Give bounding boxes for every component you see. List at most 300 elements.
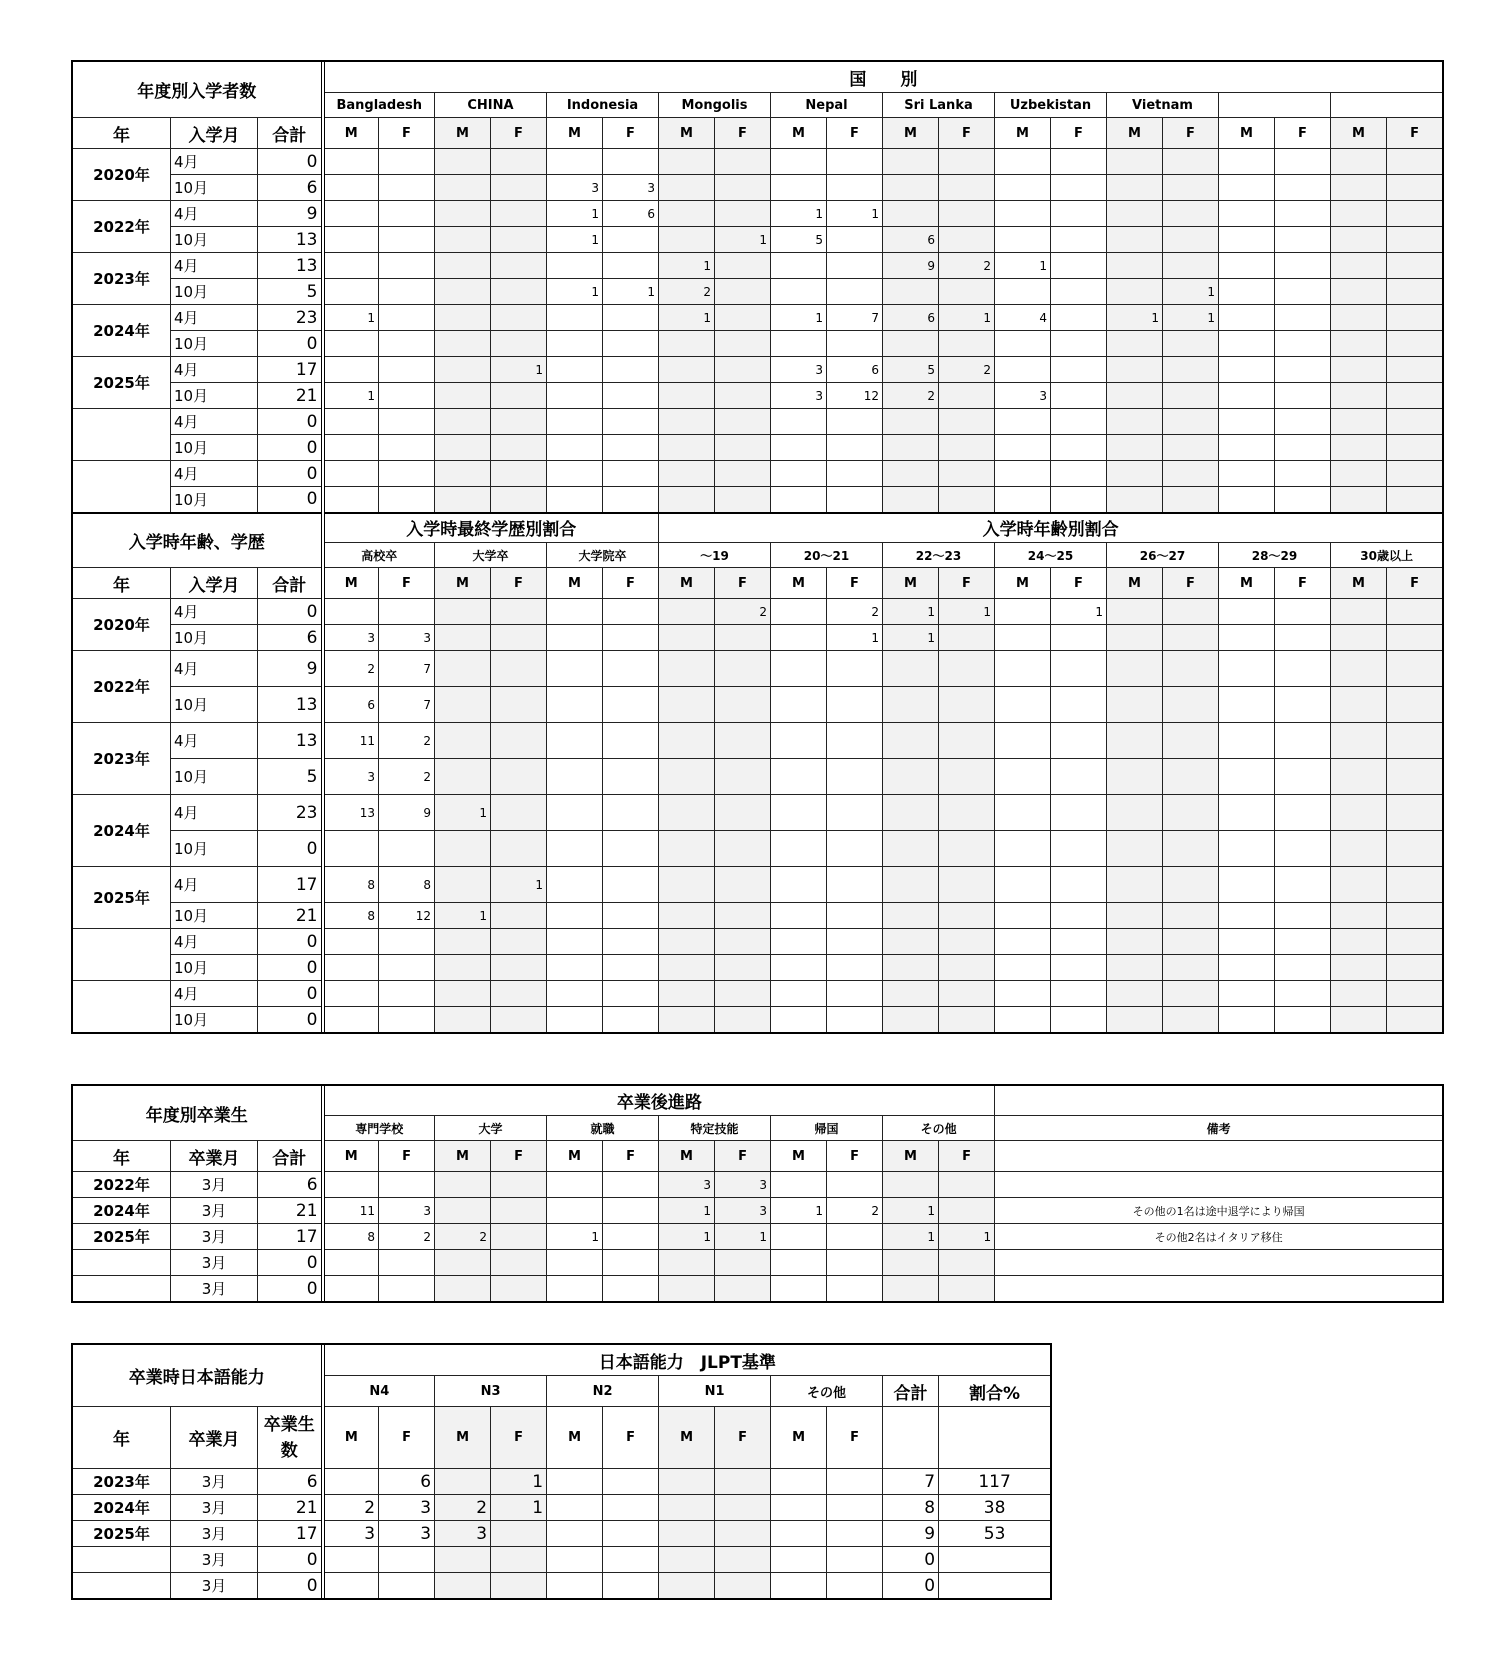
count-cell [1107, 929, 1163, 955]
count-cell [547, 1007, 603, 1033]
count-cell [379, 383, 435, 409]
count-cell [1219, 435, 1275, 461]
month-cell: 3月 [171, 1521, 258, 1547]
total-cell: 0 [258, 331, 323, 357]
count-cell [1387, 759, 1443, 795]
count-cell [1219, 461, 1275, 487]
count-cell [1387, 929, 1443, 955]
count-cell [659, 795, 715, 831]
month-cell: 3月 [171, 1547, 258, 1573]
total-cell: 9 [258, 651, 323, 687]
count-cell [715, 1573, 771, 1599]
count-cell [827, 253, 883, 279]
count-cell [1163, 201, 1219, 227]
table-row [73, 1276, 1443, 1302]
count-cell [1331, 227, 1387, 253]
count-cell [435, 383, 491, 409]
year-cell [73, 461, 171, 513]
sex-header: F [603, 568, 659, 599]
sex-header: F [1387, 568, 1443, 599]
count-cell [1163, 903, 1219, 929]
month-cell: 3月 [171, 1573, 258, 1599]
month-cell: 4月 [171, 867, 258, 903]
count-cell: 12 [379, 903, 435, 929]
count-cell [659, 487, 715, 513]
count-cell [827, 1224, 883, 1250]
count-cell [435, 1198, 491, 1224]
count-cell [1163, 175, 1219, 201]
sex-header: F [827, 1141, 883, 1172]
count-cell [1163, 981, 1219, 1007]
age-edu-header: 28～29 [1219, 543, 1331, 568]
month-cell: 10月 [171, 687, 258, 723]
count-cell [435, 831, 491, 867]
count-cell [1275, 461, 1331, 487]
count-cell [827, 175, 883, 201]
count-cell [491, 1250, 547, 1276]
age-edu-header: 22～23 [883, 543, 995, 568]
count-cell [1387, 253, 1443, 279]
sex-header: M [1331, 118, 1387, 149]
count-cell [659, 383, 715, 409]
count-cell [883, 461, 939, 487]
count-cell [323, 1547, 379, 1573]
year-cell: 2024年 [73, 305, 171, 357]
header-row [73, 568, 1443, 599]
count-cell [995, 929, 1051, 955]
count-cell [1275, 903, 1331, 929]
count-cell [603, 1172, 659, 1198]
count-cell [379, 357, 435, 383]
count-cell: 1 [1163, 305, 1219, 331]
count-cell [491, 599, 547, 625]
count-cell [1051, 461, 1107, 487]
count-cell: 1 [435, 795, 491, 831]
country-header: Bangladesh [323, 93, 435, 118]
count-cell [883, 723, 939, 759]
count-cell [659, 625, 715, 651]
count-cell [883, 409, 939, 435]
count-cell [1275, 409, 1331, 435]
count-cell [547, 1521, 603, 1547]
count-cell: 1 [883, 1224, 939, 1250]
count-cell [939, 955, 995, 981]
total-cell: 0 [258, 1573, 323, 1599]
header-row [73, 1086, 1443, 1116]
sex-header: M [659, 568, 715, 599]
month-cell: 10月 [171, 831, 258, 867]
count-cell [883, 331, 939, 357]
count-cell: 2 [435, 1495, 491, 1521]
count-cell [771, 1495, 827, 1521]
count-cell [995, 599, 1051, 625]
year-cell: 2025年 [73, 867, 171, 929]
count-cell [547, 795, 603, 831]
count-cell: 6 [379, 1469, 435, 1495]
count-cell [1107, 331, 1163, 357]
count-cell [883, 175, 939, 201]
count-cell [491, 723, 547, 759]
count-cell [659, 1495, 715, 1521]
count-cell [1107, 149, 1163, 175]
path-header: 大学 [435, 1116, 547, 1141]
count-cell [827, 279, 883, 305]
sex-header: M [659, 118, 715, 149]
sum-cell: 0 [883, 1547, 939, 1573]
count-cell [1107, 253, 1163, 279]
sex-header: F [379, 1407, 435, 1469]
count-cell [1163, 487, 1219, 513]
year-cell: 2024年 [73, 1495, 171, 1521]
path-header: 帰国 [771, 1116, 883, 1141]
count-cell [491, 625, 547, 651]
count-cell [1051, 795, 1107, 831]
count-cell [659, 331, 715, 357]
count-cell [1331, 357, 1387, 383]
count-cell [1387, 903, 1443, 929]
count-cell [491, 461, 547, 487]
count-cell [379, 1547, 435, 1573]
count-cell [547, 1198, 603, 1224]
count-cell: 8 [379, 867, 435, 903]
count-cell [1387, 279, 1443, 305]
sex-header: F [715, 118, 771, 149]
total-cell: 6 [258, 175, 323, 201]
count-cell [1219, 227, 1275, 253]
count-cell: 1 [827, 201, 883, 227]
year-cell: 2022年 [73, 201, 171, 253]
count-cell [659, 955, 715, 981]
count-cell: 7 [827, 305, 883, 331]
count-cell [435, 625, 491, 651]
col-header-year: 年 [73, 118, 171, 149]
month-cell: 10月 [171, 279, 258, 305]
count-cell [771, 929, 827, 955]
total-cell: 6 [258, 625, 323, 651]
count-cell [323, 1469, 379, 1495]
count-cell [1107, 795, 1163, 831]
sex-header: M [547, 1141, 603, 1172]
count-cell [435, 357, 491, 383]
count-cell [715, 723, 771, 759]
total-cell: 9 [258, 201, 323, 227]
level-header: N1 [659, 1376, 771, 1407]
count-cell [547, 981, 603, 1007]
count-cell [603, 149, 659, 175]
count-cell [323, 461, 379, 487]
count-cell [1331, 723, 1387, 759]
count-cell [1275, 227, 1331, 253]
month-cell: 10月 [171, 487, 258, 513]
count-cell [1275, 929, 1331, 955]
col-header-total: 合計 [258, 568, 323, 599]
count-cell [547, 867, 603, 903]
table-row [73, 1521, 1051, 1547]
count-cell [1051, 331, 1107, 357]
jlpt-table [72, 1344, 1051, 1599]
count-cell [1387, 831, 1443, 867]
count-cell [1219, 903, 1275, 929]
count-cell: 1 [659, 1224, 715, 1250]
count-cell [435, 305, 491, 331]
count-cell [603, 1521, 659, 1547]
year-cell: 2022年 [73, 651, 171, 723]
level-header: N3 [435, 1376, 547, 1407]
count-cell [547, 1495, 603, 1521]
count-cell [1163, 929, 1219, 955]
sex-header: M [883, 568, 939, 599]
count-cell: 3 [715, 1172, 771, 1198]
count-cell [1331, 305, 1387, 331]
count-cell [827, 331, 883, 357]
count-cell [995, 487, 1051, 513]
total-cell: 0 [258, 831, 323, 867]
count-cell [1275, 651, 1331, 687]
count-cell [491, 227, 547, 253]
count-cell [1219, 383, 1275, 409]
count-cell [715, 1521, 771, 1547]
count-cell [603, 981, 659, 1007]
count-cell [1107, 435, 1163, 461]
count-cell [1387, 435, 1443, 461]
col-header-month: 入学月 [171, 118, 258, 149]
count-cell [1387, 383, 1443, 409]
count-cell [1107, 461, 1163, 487]
table-row [73, 1007, 1443, 1033]
count-cell: 2 [435, 1224, 491, 1250]
count-cell [883, 1007, 939, 1033]
count-cell: 9 [379, 795, 435, 831]
count-cell [1331, 409, 1387, 435]
month-cell: 4月 [171, 201, 258, 227]
count-cell: 2 [827, 1198, 883, 1224]
count-cell [827, 955, 883, 981]
count-cell [491, 253, 547, 279]
count-cell [1387, 651, 1443, 687]
count-cell [771, 867, 827, 903]
table-row [73, 175, 1443, 201]
count-cell [771, 723, 827, 759]
count-cell [939, 1250, 995, 1276]
count-cell [939, 651, 995, 687]
total-cell: 17 [258, 1521, 323, 1547]
count-cell [1331, 487, 1387, 513]
count-cell: 1 [883, 625, 939, 651]
count-cell [771, 903, 827, 929]
count-cell [491, 759, 547, 795]
count-cell [1107, 867, 1163, 903]
count-cell [995, 175, 1051, 201]
count-cell [1163, 651, 1219, 687]
count-cell [1275, 687, 1331, 723]
section-title: 入学時最終学歴別割合 [323, 513, 659, 543]
header-row [73, 1407, 1051, 1469]
count-cell [995, 461, 1051, 487]
count-cell [1331, 599, 1387, 625]
count-cell [547, 461, 603, 487]
count-cell [715, 759, 771, 795]
sex-header: M [771, 118, 827, 149]
count-cell [379, 279, 435, 305]
year-cell: 2024年 [73, 1198, 171, 1224]
age-edu-header: 26～27 [1107, 543, 1219, 568]
total-cell: 13 [258, 227, 323, 253]
count-cell [435, 435, 491, 461]
count-cell [1107, 759, 1163, 795]
sex-header: F [939, 568, 995, 599]
count-cell [883, 435, 939, 461]
count-cell [883, 955, 939, 981]
count-cell [547, 929, 603, 955]
count-cell [1107, 903, 1163, 929]
count-cell [603, 723, 659, 759]
count-cell [1275, 831, 1331, 867]
count-cell [1051, 227, 1107, 253]
count-cell [1331, 201, 1387, 227]
count-cell: 3 [547, 175, 603, 201]
count-cell [659, 1007, 715, 1033]
count-cell [491, 795, 547, 831]
count-cell [1331, 955, 1387, 981]
ratio-cell: 38 [939, 1495, 1051, 1521]
count-cell [1275, 279, 1331, 305]
count-cell [939, 201, 995, 227]
count-cell [547, 1573, 603, 1599]
count-cell [1051, 759, 1107, 795]
age-edu-header: 30歳以上 [1331, 543, 1443, 568]
count-cell: 1 [939, 305, 995, 331]
count-cell [883, 1250, 939, 1276]
count-cell [547, 331, 603, 357]
sex-header: M [1331, 568, 1387, 599]
count-cell [715, 831, 771, 867]
year-cell: 2022年 [73, 1172, 171, 1198]
count-cell [1275, 599, 1331, 625]
count-cell [491, 149, 547, 175]
count-cell [1387, 1007, 1443, 1033]
total-cell: 0 [258, 1250, 323, 1276]
count-cell: 11 [323, 1198, 379, 1224]
total-cell: 0 [258, 1276, 323, 1302]
count-cell [1051, 867, 1107, 903]
count-cell: 3 [323, 759, 379, 795]
count-cell [659, 599, 715, 625]
count-cell [939, 867, 995, 903]
count-cell [715, 461, 771, 487]
count-cell: 2 [939, 253, 995, 279]
count-cell: 6 [883, 227, 939, 253]
count-cell [491, 1224, 547, 1250]
month-cell: 4月 [171, 599, 258, 625]
count-cell: 1 [547, 1224, 603, 1250]
sex-header: M [547, 1407, 603, 1469]
count-cell [771, 1250, 827, 1276]
sex-header: F [491, 568, 547, 599]
count-cell: 1 [883, 599, 939, 625]
count-cell [1219, 201, 1275, 227]
count-cell [771, 831, 827, 867]
count-cell [491, 201, 547, 227]
count-cell [435, 687, 491, 723]
count-cell [603, 409, 659, 435]
count-cell [1387, 201, 1443, 227]
count-cell [715, 1547, 771, 1573]
table-row [73, 1250, 1443, 1276]
count-cell: 1 [1107, 305, 1163, 331]
country-header: Sri Lanka [883, 93, 995, 118]
count-cell: 3 [659, 1172, 715, 1198]
count-cell [379, 1250, 435, 1276]
count-cell [1387, 409, 1443, 435]
sex-header: F [379, 1141, 435, 1172]
count-cell [939, 831, 995, 867]
count-cell [547, 903, 603, 929]
count-cell: 8 [323, 1224, 379, 1250]
count-cell [1051, 435, 1107, 461]
count-cell [995, 331, 1051, 357]
count-cell [603, 1547, 659, 1573]
sex-header: F [603, 1407, 659, 1469]
sex-header: F [1387, 118, 1443, 149]
count-cell [379, 599, 435, 625]
year-cell: 2020年 [73, 149, 171, 201]
count-cell [827, 487, 883, 513]
count-cell [1331, 687, 1387, 723]
enrollment-table [72, 61, 1443, 1033]
sum-header: 合計 [883, 1376, 939, 1407]
table-row [73, 981, 1443, 1007]
count-cell [323, 331, 379, 357]
count-cell [1331, 383, 1387, 409]
count-cell [827, 1573, 883, 1599]
count-cell [1275, 759, 1331, 795]
count-cell [995, 279, 1051, 305]
count-cell [1387, 981, 1443, 1007]
count-cell [603, 383, 659, 409]
count-cell [603, 1007, 659, 1033]
count-cell: 1 [715, 227, 771, 253]
count-cell [1387, 795, 1443, 831]
count-cell [547, 305, 603, 331]
count-cell [715, 435, 771, 461]
path-header: その他 [883, 1116, 995, 1141]
age-edu-header: ～19 [659, 543, 771, 568]
total-cell: 0 [258, 435, 323, 461]
month-cell: 4月 [171, 795, 258, 831]
count-cell [1219, 1007, 1275, 1033]
age-edu-header: 高校卒 [323, 543, 435, 568]
count-cell [883, 795, 939, 831]
count-cell: 2 [323, 1495, 379, 1521]
count-cell [1219, 929, 1275, 955]
col-header-total: 合計 [258, 118, 323, 149]
count-cell [1051, 955, 1107, 981]
count-cell [883, 149, 939, 175]
count-cell [939, 981, 995, 1007]
table-row [73, 651, 1443, 687]
count-cell [547, 1547, 603, 1573]
count-cell [827, 461, 883, 487]
count-cell [715, 1495, 771, 1521]
count-cell [1275, 435, 1331, 461]
count-cell [771, 279, 827, 305]
count-cell [435, 487, 491, 513]
table-row [73, 759, 1443, 795]
count-cell [1219, 149, 1275, 175]
count-cell: 1 [659, 253, 715, 279]
count-cell [1107, 227, 1163, 253]
year-cell: 2025年 [73, 357, 171, 409]
